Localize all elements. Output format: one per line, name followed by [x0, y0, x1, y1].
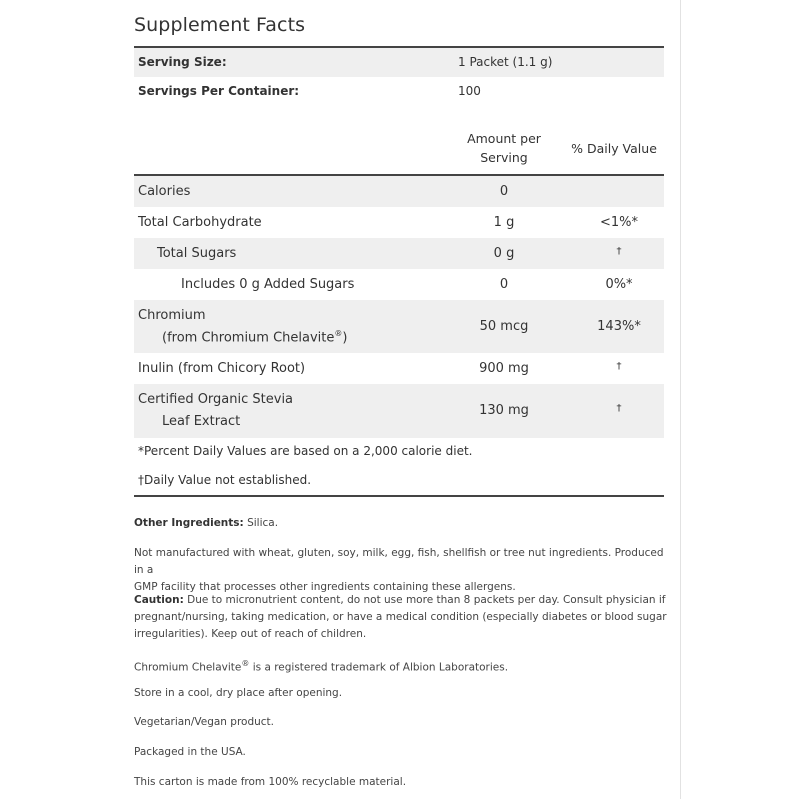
- trademark-name: Chromium Chelavite: [134, 661, 242, 674]
- caution-line: [134, 592, 674, 609]
- nutrient-name: Inulin (from Chicory Root): [138, 361, 306, 376]
- amount-per-serving-header: [444, 129, 564, 167]
- nutrient-amount: 0: [499, 184, 509, 199]
- panel-title: Supplement Facts: [134, 14, 306, 36]
- nutrient-name-line2: Leaf Extract: [162, 414, 241, 429]
- trademark-statement: [134, 655, 674, 677]
- caution-label: Caution:: [134, 594, 184, 606]
- caution-line: pregnant/nursing, taking medication, or have a medical condition (especially diabetes or blood sugar: [134, 611, 667, 623]
- trademark-text: is a registered trademark of Albion Laboratories.: [249, 661, 509, 674]
- nutrient-row-stevia: [134, 384, 664, 438]
- nutrient-row-total-sugars: [134, 238, 664, 269]
- nutrient-daily-value: †: [616, 403, 622, 414]
- nutrient-name: Total Carbohydrate: [138, 215, 262, 230]
- storage-statement: Store in a cool, dry place after opening.: [134, 687, 343, 699]
- chromium-source-text: (from Chromium Chelavite: [162, 330, 335, 346]
- other-ingredients: [134, 515, 674, 532]
- allergen-statement: [134, 545, 674, 596]
- serving-size-label: Serving Size:: [138, 55, 227, 69]
- nutrient-amount: 900 mg: [479, 361, 529, 376]
- nutrient-daily-value: <1%*: [599, 215, 639, 230]
- other-ingredients-value: Silica.: [243, 517, 279, 529]
- nutrient-daily-value: 143%*: [597, 319, 641, 334]
- nutrient-row-inulin: [134, 353, 664, 384]
- footnote-not-established: †Daily Value not established.: [138, 473, 312, 487]
- nutrient-row-total-carbohydrate: [134, 207, 664, 238]
- nutrient-row-added-sugars: [134, 269, 664, 300]
- other-ingredients-label: Other Ingredients:: [134, 517, 244, 529]
- servings-per-container-value: 100: [458, 84, 481, 98]
- page-divider: [680, 0, 681, 799]
- nutrient-row-calories: [134, 176, 664, 207]
- registered-mark: ®: [241, 659, 250, 668]
- nutrient-daily-value: †: [616, 361, 622, 372]
- serving-size-value: 1 Packet (1.1 g): [458, 55, 553, 69]
- vegan-statement: Vegetarian/Vegan product.: [134, 716, 275, 728]
- nutrient-name: Calories: [138, 184, 191, 199]
- amount-header-line2: Serving: [480, 150, 528, 165]
- nutrient-amount: 50 mcg: [479, 319, 529, 334]
- nutrient-name: Total Sugars: [157, 246, 237, 261]
- daily-value-header: % Daily Value: [571, 141, 657, 156]
- allergen-line: GMP facility that processes other ingredients containing these allergens.: [134, 581, 516, 593]
- nutrient-row-chromium: [134, 300, 664, 353]
- amount-header-line1: Amount per: [467, 131, 541, 146]
- caution-statement: [134, 592, 674, 643]
- servings-per-container-label: Servings Per Container:: [138, 84, 300, 98]
- serving-size-row: [134, 48, 664, 77]
- nutrient-amount: 0: [499, 277, 509, 292]
- caution-text: Due to micronutrient content, do not use more than 8 packets per day. Consult physician if: [183, 594, 666, 606]
- nutrient-name: Certified Organic Stevia: [138, 392, 294, 407]
- caution-line: irregularities). Keep out of reach of children.: [134, 628, 367, 640]
- nutrient-amount: 130 mg: [479, 403, 529, 418]
- bottom-rule: [134, 495, 664, 497]
- nutrient-amount: 0 g: [493, 246, 515, 261]
- carton-statement: This carton is made from 100% recyclable material.: [134, 776, 407, 788]
- registered-mark: ®: [334, 329, 343, 338]
- chromium-source-close: ): [342, 330, 348, 346]
- nutrient-daily-value: †: [616, 246, 622, 257]
- nutrient-name-line2: [162, 329, 347, 345]
- packaged-statement: Packaged in the USA.: [134, 746, 246, 758]
- nutrient-amount: 1 g: [493, 215, 515, 230]
- servings-per-container-row: [134, 77, 664, 106]
- nutrient-daily-value: 0%*: [605, 277, 633, 292]
- nutrient-name: Chromium: [138, 308, 206, 323]
- allergen-line: Not manufactured with wheat, gluten, soy, milk, egg, fish, shellfish or tree nut ingredients. Produced in a: [134, 547, 664, 576]
- footnote-percent-dv: *Percent Daily Values are based on a 2,000 calorie diet.: [138, 444, 473, 458]
- nutrient-name: Includes 0 g Added Sugars: [181, 277, 355, 292]
